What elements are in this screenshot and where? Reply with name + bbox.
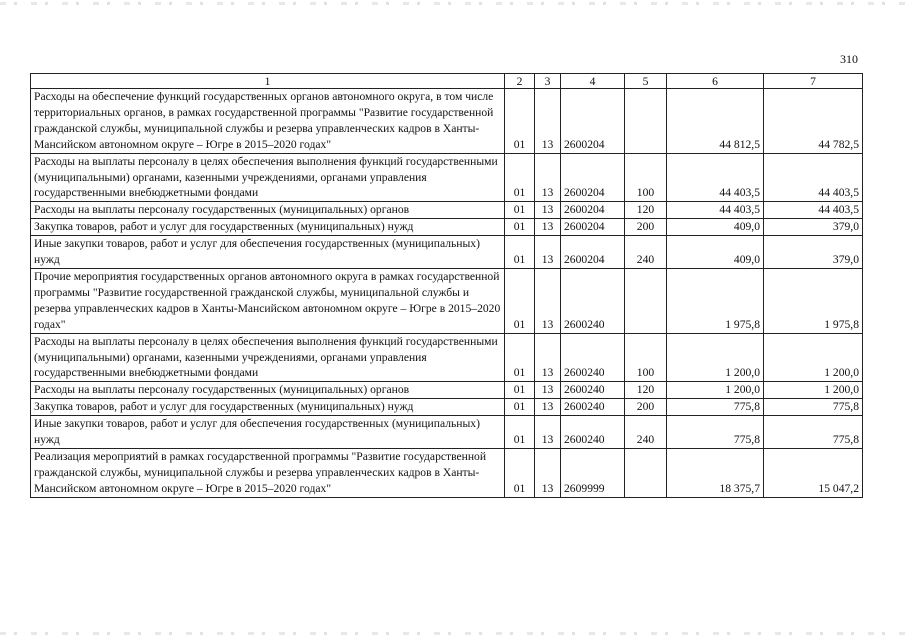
expense-type-code: 200 <box>625 219 667 236</box>
amount-year-2: 1 200,0 <box>764 382 863 399</box>
amount-year-1: 44 403,5 <box>667 202 764 219</box>
expense-type-code: 120 <box>625 202 667 219</box>
amount-year-2: 1 975,8 <box>764 268 863 333</box>
target-article-code: 2600204 <box>561 153 625 202</box>
header-col-3: 3 <box>535 74 561 89</box>
target-article-code: 2600240 <box>561 382 625 399</box>
target-article-code: 2600240 <box>561 399 625 416</box>
section-code: 01 <box>505 399 535 416</box>
target-article-code: 2600204 <box>561 89 625 154</box>
target-article-code: 2600240 <box>561 416 625 449</box>
amount-year-1: 775,8 <box>667 416 764 449</box>
amount-year-2: 775,8 <box>764 399 863 416</box>
row-name: Расходы на выплаты персоналу в целях обеспечения выполнения функций государственными (муниципальными) органами, казенными учреждениями, органами управления государственными внебюджетными фондами <box>31 333 505 382</box>
row-name: Расходы на выплаты персоналу государственных (муниципальных) органов <box>31 202 505 219</box>
amount-year-2: 44 403,5 <box>764 153 863 202</box>
amount-year-2: 44 782,5 <box>764 89 863 154</box>
header-col-6: 6 <box>667 74 764 89</box>
section-code: 01 <box>505 153 535 202</box>
subsection-code: 13 <box>535 89 561 154</box>
amount-year-1: 775,8 <box>667 399 764 416</box>
amount-year-1: 409,0 <box>667 236 764 269</box>
section-code: 01 <box>505 236 535 269</box>
budget-table <box>30 73 863 498</box>
section-code: 01 <box>505 333 535 382</box>
amount-year-2: 15 047,2 <box>764 448 863 497</box>
amount-year-2: 44 403,5 <box>764 202 863 219</box>
section-code: 01 <box>505 89 535 154</box>
section-code: 01 <box>505 268 535 333</box>
amount-year-2: 1 200,0 <box>764 333 863 382</box>
subsection-code: 13 <box>535 268 561 333</box>
amount-year-1: 44 403,5 <box>667 153 764 202</box>
row-name: Закупка товаров, работ и услуг для государственных (муниципальных) нужд <box>31 219 505 236</box>
section-code: 01 <box>505 382 535 399</box>
table-row <box>31 399 863 416</box>
subsection-code: 13 <box>535 333 561 382</box>
expense-type-code <box>625 89 667 154</box>
header-col-1: 1 <box>31 74 505 89</box>
expense-type-code: 100 <box>625 153 667 202</box>
table-row <box>31 448 863 497</box>
table-row <box>31 153 863 202</box>
row-name: Прочие мероприятия государственных органов автономного округа в рамках государственной программы "Развитие государственной гражданской службы, муниципальной службы и резерва управленческих кадров в Ханты-Мансийском автономном округе – Югре в 2015–2020 годах" <box>31 268 505 333</box>
page-number: 310 <box>840 52 858 66</box>
expense-type-code <box>625 268 667 333</box>
row-name: Расходы на выплаты персоналу в целях обеспечения выполнения функций государственными (муниципальными) органами, казенными учреждениями, органами управления государственными внебюджетными фондами <box>31 153 505 202</box>
target-article-code: 2600240 <box>561 268 625 333</box>
section-code: 01 <box>505 202 535 219</box>
expense-type-code <box>625 448 667 497</box>
table-body <box>31 89 863 498</box>
scan-artifact-top <box>0 2 905 5</box>
target-article-code: 2600204 <box>561 236 625 269</box>
subsection-code: 13 <box>535 382 561 399</box>
expense-type-code: 100 <box>625 333 667 382</box>
amount-year-2: 379,0 <box>764 219 863 236</box>
table-row <box>31 89 863 154</box>
amount-year-1: 44 812,5 <box>667 89 764 154</box>
amount-year-2: 379,0 <box>764 236 863 269</box>
header-row <box>31 74 863 89</box>
amount-year-1: 1 200,0 <box>667 382 764 399</box>
row-name: Иные закупки товаров, работ и услуг для обеспечения государственных (муниципальных) нужд <box>31 236 505 269</box>
amount-year-2: 775,8 <box>764 416 863 449</box>
subsection-code: 13 <box>535 416 561 449</box>
section-code: 01 <box>505 219 535 236</box>
header-col-5: 5 <box>625 74 667 89</box>
amount-year-1: 1 975,8 <box>667 268 764 333</box>
section-code: 01 <box>505 416 535 449</box>
header-col-2: 2 <box>505 74 535 89</box>
row-name: Иные закупки товаров, работ и услуг для обеспечения государственных (муниципальных) нужд <box>31 416 505 449</box>
amount-year-1: 1 200,0 <box>667 333 764 382</box>
table-row <box>31 219 863 236</box>
scan-artifact-bottom <box>0 632 905 635</box>
expense-type-code: 240 <box>625 236 667 269</box>
target-article-code: 2600204 <box>561 219 625 236</box>
target-article-code: 2600240 <box>561 333 625 382</box>
expense-type-code: 200 <box>625 399 667 416</box>
table-row <box>31 202 863 219</box>
row-name: Расходы на выплаты персоналу государственных (муниципальных) органов <box>31 382 505 399</box>
expense-type-code: 120 <box>625 382 667 399</box>
target-article-code: 2600204 <box>561 202 625 219</box>
amount-year-1: 409,0 <box>667 219 764 236</box>
amount-year-1: 18 375,7 <box>667 448 764 497</box>
table-row <box>31 382 863 399</box>
subsection-code: 13 <box>535 236 561 269</box>
table-row <box>31 236 863 269</box>
subsection-code: 13 <box>535 219 561 236</box>
row-name: Расходы на обеспечение функций государственных органов автономного округа, в том числе территориальных органов, в рамках государственной программы "Развитие государственной гражданской службы, муниципальной службы и резерва управленческих кадров в Ханты-Мансийском автономном округе – Югре в 2015–2020 годах" <box>31 89 505 154</box>
expense-type-code: 240 <box>625 416 667 449</box>
subsection-code: 13 <box>535 202 561 219</box>
target-article-code: 2609999 <box>561 448 625 497</box>
table-row <box>31 416 863 449</box>
subsection-code: 13 <box>535 399 561 416</box>
header-col-4: 4 <box>561 74 625 89</box>
header-col-7: 7 <box>764 74 863 89</box>
subsection-code: 13 <box>535 153 561 202</box>
subsection-code: 13 <box>535 448 561 497</box>
table-row <box>31 268 863 333</box>
row-name: Реализация мероприятий в рамках государственной программы "Развитие государственной гражданской службы, муниципальной службы и резерва управленческих кадров в Ханты-Мансийском автономном округе – Югре в 2015–2020 годах" <box>31 448 505 497</box>
table-row <box>31 333 863 382</box>
row-name: Закупка товаров, работ и услуг для государственных (муниципальных) нужд <box>31 399 505 416</box>
section-code: 01 <box>505 448 535 497</box>
